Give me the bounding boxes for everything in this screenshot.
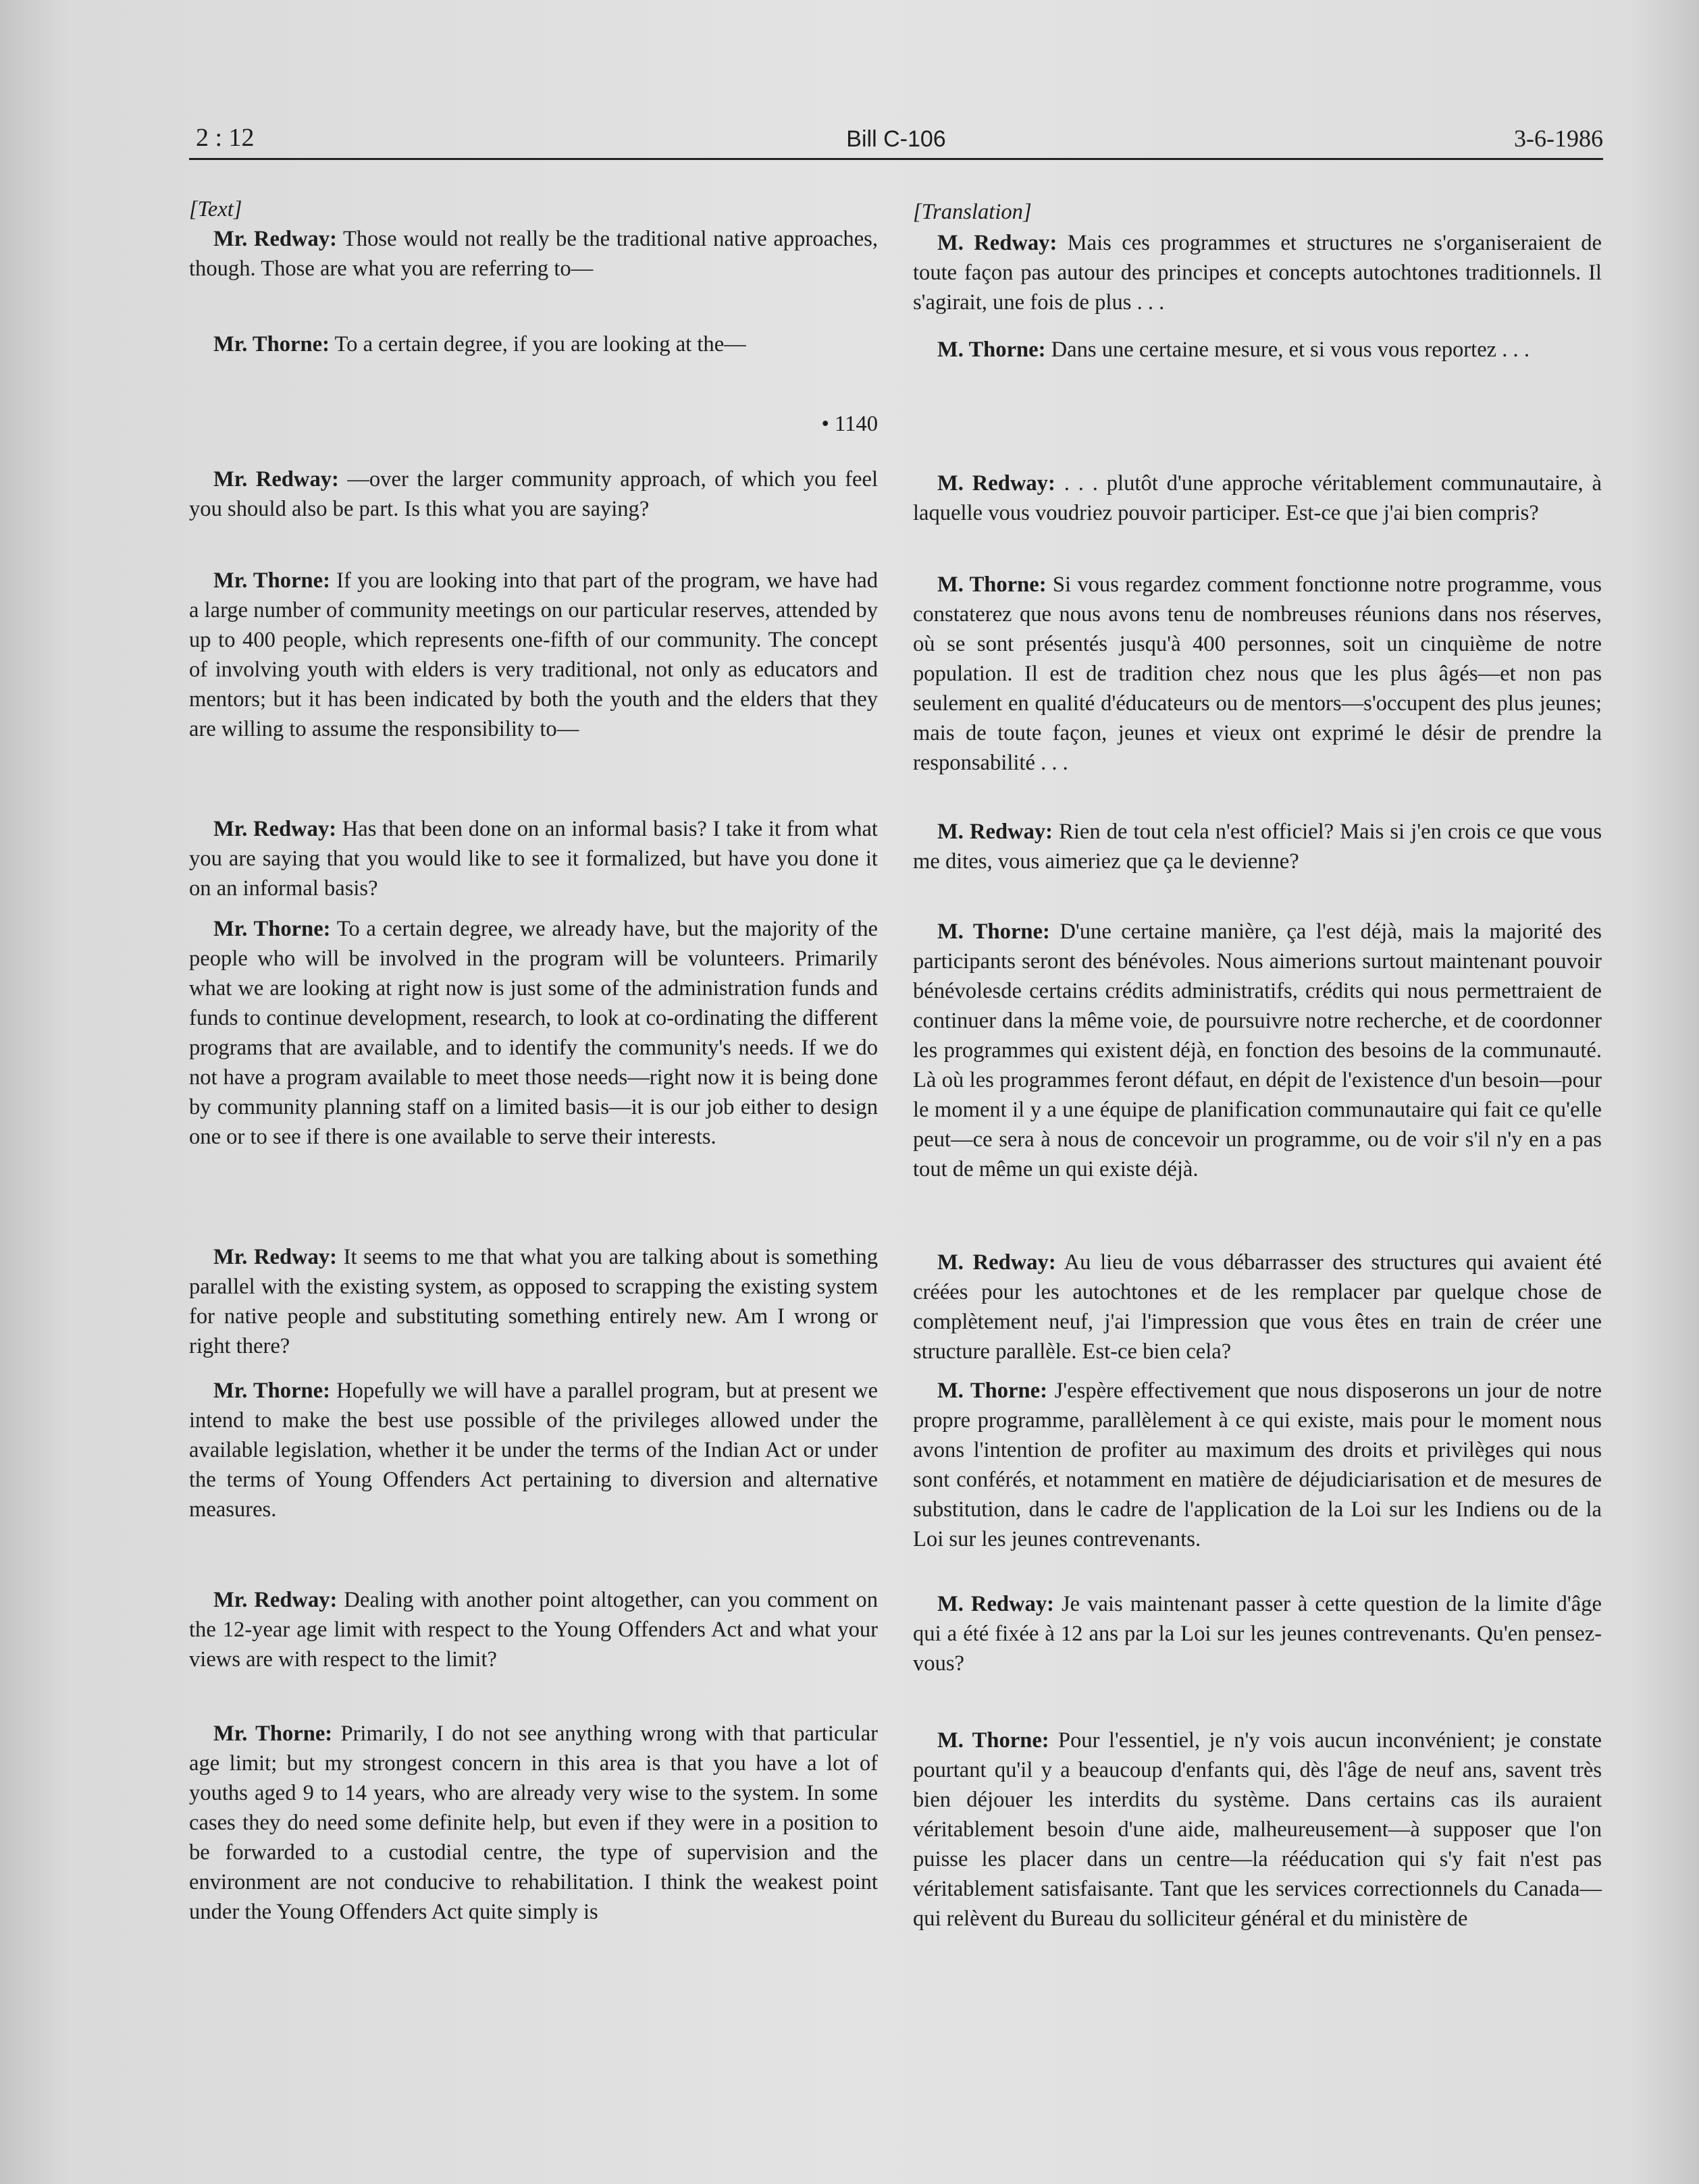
speech: Dealing with another point altogether, can you comment on the 12-year age limit with respect to the Young Offenders Act and what your views are with respect to the limit? [189, 1588, 878, 1672]
speaker: M. Redway: [937, 820, 1053, 844]
paragraph [189, 914, 878, 1152]
speaker: Mr. Redway: [213, 1588, 338, 1612]
paragraph [913, 570, 1602, 778]
speaker: Mr. Thorne: [213, 1379, 330, 1403]
paragraph [189, 1585, 878, 1674]
speech: To a certain degree, if you are looking at the— [329, 332, 746, 356]
speech: To a certain degree, we already have, but the majority of the people who will be involved in the program will be volunteers. Primarily what we are looking at right now is just some of the administration funds and funds to continue development, research, to look at co-ordinating the different programs that are available, and to identify the community's needs. If we do not have a program available to meet those needs—right now it is being done by community planning staff on a limited basis—it is our job either to design one or to see if there is one available to serve their interests. [189, 917, 878, 1149]
speaker: Mr. Thorne: [213, 568, 330, 593]
speech: —over the larger community approach, of which you feel you should also be part. Is this what you are saying? [189, 467, 878, 521]
paragraph [913, 1376, 1602, 1554]
paragraph [189, 1719, 878, 1927]
speech: J'espère effectivement que nous disposerons un jour de notre propre programme, parallèlement à ce qui existe, mais pour le moment nous avons l'intention de profiter au maximum des droits et privilèges qui nous sont conférés, et notamment en matière de déjudiciarisation et de mesures de substitution, dans le cadre de l'application de la Loi sur les Indiens ou de la Loi sur les jeunes contrevenants. [913, 1379, 1602, 1551]
paragraph [189, 1376, 878, 1524]
paragraph [189, 329, 878, 359]
speaker: Mr. Redway: [213, 467, 339, 491]
speaker: M. Redway: [937, 471, 1055, 496]
speaker: Mr. Thorne: [213, 1722, 333, 1746]
speaker: Mr. Redway: [213, 817, 337, 841]
paragraph [189, 464, 878, 524]
speaker: M. Redway: [937, 1592, 1054, 1616]
bill-title: Bill C-106 [846, 126, 946, 152]
language-label: [Text] [189, 197, 242, 221]
speech: Those would not really be the traditional native approaches, though. Those are what you are referring to— [189, 227, 878, 281]
language-label: [Translation] [913, 200, 1032, 224]
session-date: 3-6-1986 [1514, 125, 1603, 152]
paragraph [913, 1248, 1602, 1366]
paragraph [189, 224, 878, 284]
paragraph [913, 817, 1602, 876]
speech: Si vous regardez comment fonctionne notre programme, vous constaterez que nous avons tenu de nombreuses réunions dans nos réserves, où se sont présentés jusqu'à 400 personnes, soit un cinquième de notre population. Il est de tradition chez nous que les plus âgés—et non pas seulement en qualité d'éducateurs ou de mentors—s'occupent des plus jeunes; mais de toute façon, jeunes et vieux ont exprimé le désir de prendre la responsabilité . . . [913, 572, 1602, 775]
speech: . . . plutôt d'une approche véritablement communautaire, à laquelle vous voudriez pouvoir participer. Est-ce que j'ai bien compris? [913, 471, 1602, 525]
speech: Dans une certaine mesure, et si vous vous reportez . . . [1045, 338, 1530, 362]
speaker: Mr. Redway: [213, 1245, 338, 1269]
speech: Rien de tout cela n'est officiel? Mais si j'en crois ce que vous me dites, vous aimeriez que ça le devienne? [913, 820, 1602, 874]
paragraph [913, 335, 1602, 365]
paragraph [913, 1726, 1602, 1934]
speaker: Mr. Thorne: [213, 332, 330, 356]
speaker: M. Thorne: [937, 572, 1047, 597]
speech: Au lieu de vous débarrasser des structures qui avaient été créées pour les autochtones et de les remplacer par quelque chose de complètement neuf, j'ai l'impression que vous êtes en train de créer une structure parallèle. Est-ce bien cela? [913, 1250, 1602, 1364]
time-marker: • 1140 [821, 412, 878, 436]
paragraph [189, 814, 878, 903]
speaker: M. Thorne: [937, 338, 1046, 362]
page-header [189, 120, 1603, 157]
speech: Pour l'essentiel, je n'y vois aucun inconvénient; je constate pourtant qu'il y a beaucoup d'enfants qui, dès l'âge de neuf ans, savent très bien déjouer les interdits du système. Dans certains cas ils auraient véritablement besoin d'une aide, malheureusement—à supposer que l'on puisse les placer dans un centre—la rééducation qui s'y fait n'est pas véritablement satisfaisante. Tant que les services correctionnels du Canada—qui relèvent du Bureau du solliciteur général et du ministère de [913, 1728, 1602, 1931]
speech: If you are looking into that part of the program, we have had a large number of community meetings on our particular reserves, attended by up to 400 people, which represents one-fifth of our community. The concept of involving youth with elders is very traditional, not only as educators and mentors; but it has been indicated by both the youth and the elders that they are willing to assume the responsibility to— [189, 568, 878, 741]
speech: Je vais maintenant passer à cette question de la limite d'âge qui a été fixée à 12 ans par la Loi sur les jeunes contrevenants. Qu'en pensez-vous? [913, 1592, 1602, 1676]
speech: Primarily, I do not see anything wrong with that particular age limit; but my strongest concern in this area is that you have a lot of youths aged 9 to 14 years, who are already very wise to the system. In some cases they do need some definite help, but even if they were in a position to be forwarded to a custodial centre, the type of supervision and the environment are not conducive to rehabilitation. I think the weakest point under the Young Offenders Act quite simply is [189, 1722, 879, 1924]
speech: It seems to me that what you are talking about is something parallel with the existing system, as opposed to scrapping the existing system for native people and substituting something entirely new. Am I wrong or right there? [189, 1245, 878, 1358]
speaker: M. Thorne: [937, 920, 1050, 944]
paragraph [913, 917, 1602, 1184]
speaker: M. Thorne: [937, 1728, 1049, 1753]
speech: Has that been done on an informal basis? I take it from what you are saying that you would like to see it formalized, but have you done it on an informal basis? [189, 817, 878, 901]
speaker: M. Thorne: [937, 1379, 1047, 1403]
speaker: M. Redway: [937, 231, 1057, 255]
paragraph [189, 1242, 878, 1361]
paragraph [913, 469, 1602, 528]
speech: D'une certaine manière, ça l'est déjà, mais la majorité des participants seront des bénévoles. Nous aimerions surtout maintenant pouvoir bénévolesde certains crédits administratifs, crédits qui nous permettraient de continuer dans la même voie, de poursuivre notre recherche, et de coordonner les programmes qui existent déjà, en fonction des besoins de la communauté. Là où les programmes feront défaut, en dépit de l'existence d'un besoin—pour le moment il y a une équipe de planification communautaire qui fait ce qu'elle peut—ce sera à nous de concevoir un programme, ou de voir s'il n'y en a pas tout de même un qui existe déjà. [913, 920, 1602, 1181]
speech: Mais ces programmes et structures ne s'organiseraient de toute façon pas autour des principes et concepts autochtones traditionnels. Il s'agirait, une fois de plus . . . [913, 231, 1602, 315]
paragraph [913, 1589, 1602, 1678]
speech: Hopefully we will have a parallel program, but at present we intend to make the best use possible of the privileges allowed under the available legislation, whether it be under the terms of the Indian Act or under the terms of Young Offenders Act pertaining to diversion and alternative measures. [189, 1379, 878, 1522]
paragraph [189, 566, 878, 744]
header-rule [189, 158, 1603, 160]
speaker: Mr. Redway: [213, 227, 337, 251]
speaker: Mr. Thorne: [213, 917, 331, 941]
page-number: 2 : 12 [196, 124, 255, 152]
paragraph [913, 228, 1602, 317]
speaker: M. Redway: [937, 1250, 1056, 1275]
